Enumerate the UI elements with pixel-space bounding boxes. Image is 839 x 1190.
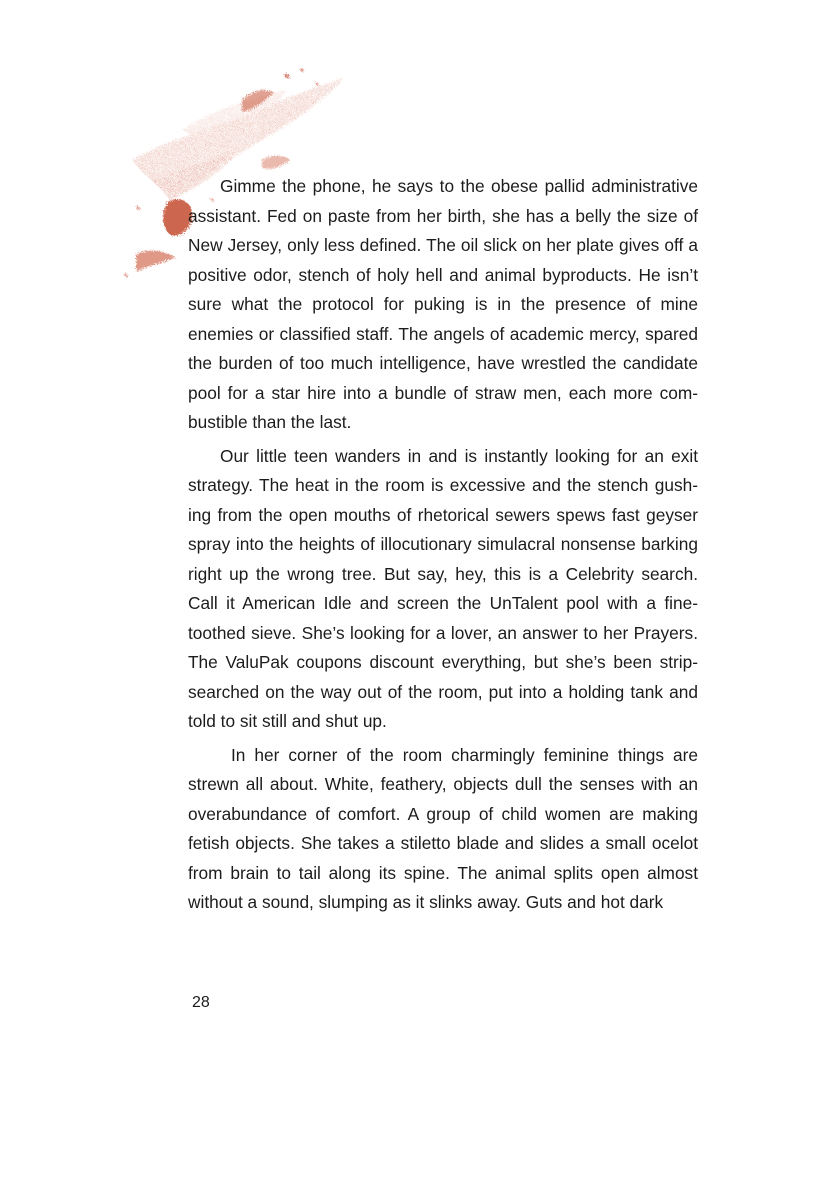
- paragraph: In her corner of the room charmingly feminine things are strewn all about. White, feathery, objects dull the senses with an overabundance of comfort. A group of child women are making fetish objects. She takes a stiletto blade and slides a small ocelot from brain to tail along its spine. The animal splits open almost without a sound, slumping as it slinks away. Guts and hot dark: [188, 744, 698, 912]
- paragraph: Our little teen wanders in and is instantly looking for an exit strategy. The heat in the room is excessive and the stench gushing from the open mouths of rhetorical sewers spews fast geyser spray into the heights of illocutionary simulacral nonsense barking right up the wrong tree. But say, hey, this is a Celebrity search. Call it American Idle and screen the UnTalent pool with a fine-toothed sieve. She’s looking for a lover, an answer to her Prayers. The ValuPak coupons discount everything, but she’s been strip-searched on the way out of the room, put into a holding tank and told to sit still and shut up.: [188, 445, 698, 731]
- body-text: [188, 172, 698, 918]
- paragraph: Gimme the phone, he says to the obese pallid administrative assistant. Fed on paste from her birth, she has a belly the size of New Jersey, only less defined. The oil slick on her plate gives off a positive odor, stench of holy hell and animal byproducts. He isn’t sure what the protocol for puking is in the presence of mine enemies or classified staff. The angels of academic mercy, spared the burden of too much intelligence, have wrestled the candidate pool for a star hire into a bundle of straw men, each more combustible than the last.: [188, 176, 698, 432]
- page-number: 28: [192, 994, 210, 1011]
